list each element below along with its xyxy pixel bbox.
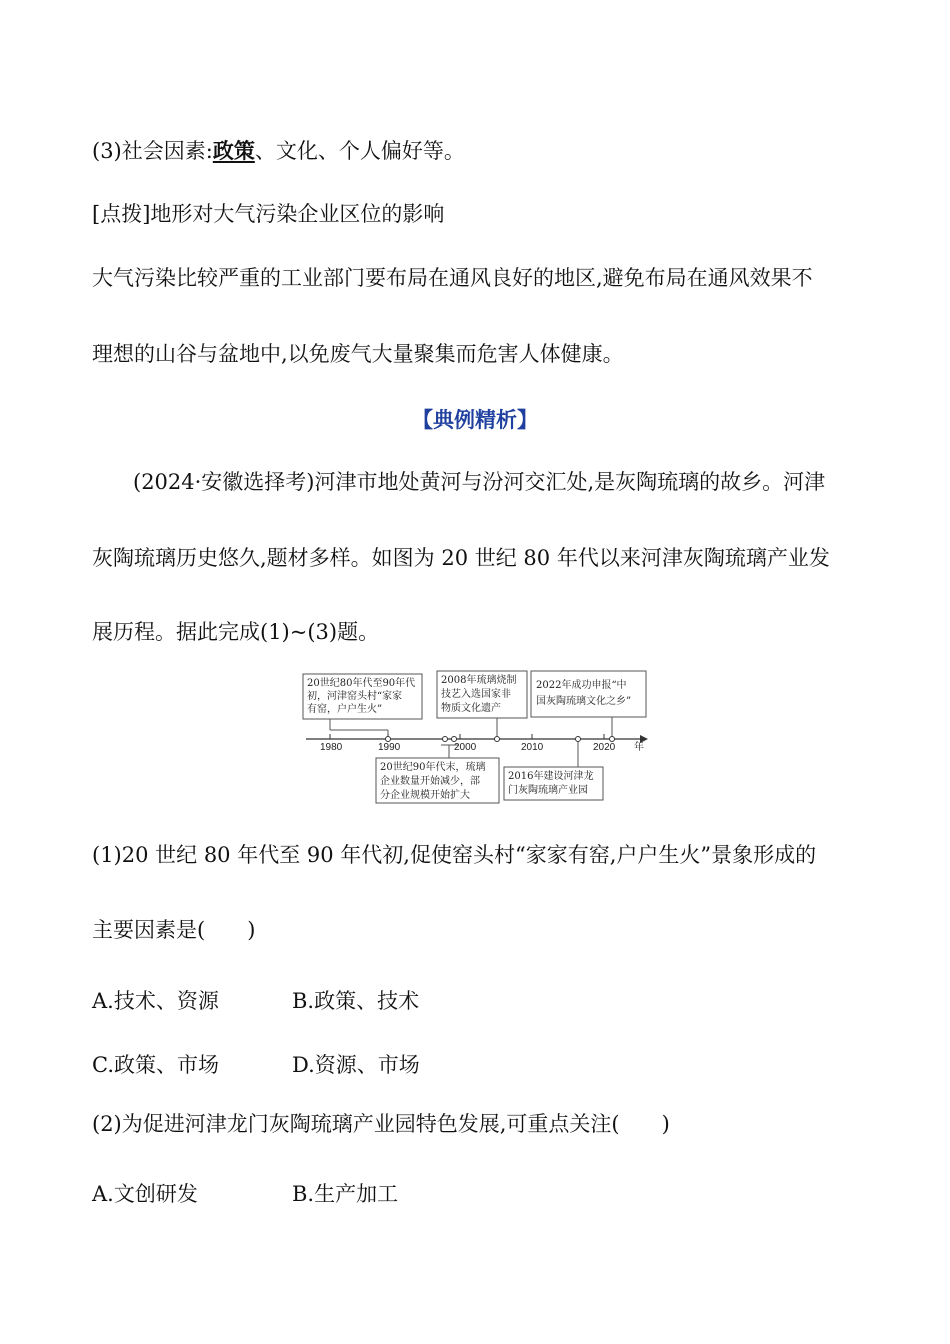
section-heading: 【典例精析】 [412, 407, 538, 432]
section3-bold: 政策 [212, 138, 255, 163]
event-2008-l3: 物质文化遗产 [441, 703, 501, 714]
q2-line-1: (2)为促进河津龙门灰陶琉璃产业园特色发展,可重点关注( ) [92, 1112, 670, 1136]
q1-option-a[interactable]: A.技术、资源 [92, 989, 219, 1013]
section3-rest: 、文化、个人偏好等。 [254, 139, 465, 163]
intro-line-1: (2024·安徽选择考)河津市地处黄河与汾河交汇处,是灰陶琉璃的故乡。河津 [133, 470, 826, 494]
tick-label-1990: 1990 [378, 742, 401, 753]
marker-1990s-end [443, 737, 448, 742]
event-2008-l1: 2008年琉璃烧制 [441, 675, 517, 686]
q2-option-b[interactable]: B.生产加工 [292, 1182, 399, 1206]
tip-line-2: 理想的山谷与盆地中,以免废气大量聚集而危害人体健康。 [92, 342, 624, 366]
event-1980s-l1: 20世纪80年代至90年代 [307, 678, 416, 689]
q2-option-a[interactable]: A.文创研发 [92, 1182, 198, 1206]
event-2022-l2: 国灰陶琉璃文化之乡” [536, 696, 632, 707]
event-1980s-l2: 初，河津窑头村“家家 [307, 691, 403, 702]
event-1990s-l3: 分企业规模开始扩大 [380, 790, 470, 801]
event-2008-l2: 技艺入选国家非 [441, 689, 511, 700]
q1-option-d[interactable]: D.资源、市场 [292, 1053, 420, 1077]
intro-line-2: 灰陶琉璃历史悠久,题材多样。如图为 20 世纪 80 年代以来河津灰陶琉璃产业发 [92, 546, 830, 570]
event-1990s-l2: 企业数量开始减少，部 [380, 776, 480, 787]
event-box-2022 [531, 671, 646, 717]
marker-1990 [386, 737, 391, 742]
tick-label-1980: 1980 [320, 742, 343, 753]
axis-unit: 年 [634, 742, 644, 753]
tick-label-2020: 2020 [593, 742, 616, 753]
marker-2000-start [452, 737, 457, 742]
event-2016-l2: 门灰陶琉璃产业园 [508, 785, 588, 796]
marker-2022 [610, 737, 615, 742]
tip-title: [点拨]地形对大气污染企业区位的影响 [92, 202, 445, 226]
tick-label-2010: 2010 [521, 742, 544, 753]
event-1990s-l1: 20世纪90年代末，琉璃 [380, 762, 486, 773]
q1-line-1: (1)20 世纪 80 年代至 90 年代初,促使窑头村“家家有窑,户户生火”景象形成的 [92, 843, 817, 867]
tick-label-2000: 2000 [454, 742, 477, 753]
q1-line-2: 主要因素是( ) [92, 918, 256, 942]
intro-line-3: 展历程。据此完成(1)~(3)题。 [92, 620, 380, 644]
marker-2008 [495, 737, 500, 742]
tip-line-1: 大气污染比较严重的工业部门要布局在通风良好的地区,避免布局在通风效果不 [92, 266, 813, 290]
event-1980s-l3: 有窑，户户生火” [307, 704, 383, 715]
q1-option-b[interactable]: B.政策、技术 [292, 989, 420, 1013]
event-2016-l1: 2016年建设河津龙 [508, 771, 594, 782]
marker-2016 [576, 737, 581, 742]
q1-option-c[interactable]: C.政策、市场 [92, 1053, 219, 1077]
section3-prefix: (3)社会因素: [92, 139, 213, 163]
event-2022-l1: 2022年成功申报“中 [536, 680, 627, 691]
